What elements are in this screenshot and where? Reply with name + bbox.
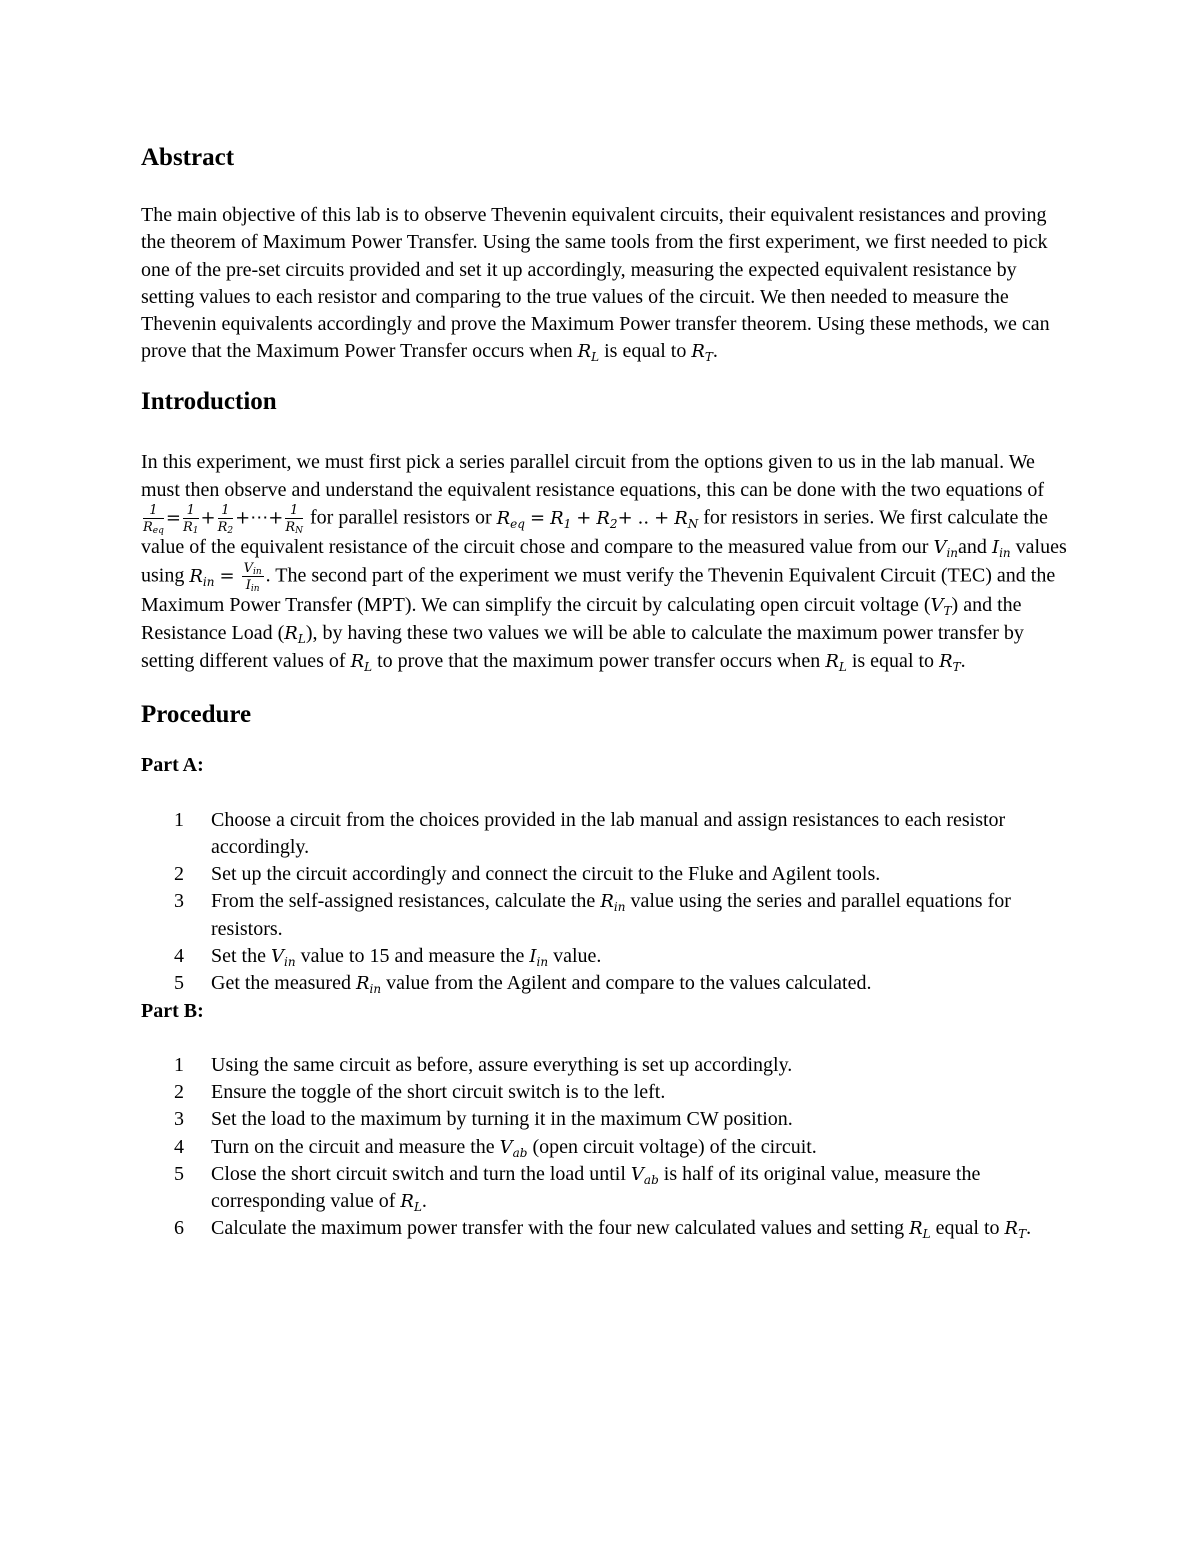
list-item: 6 Calculate the maximum power transfer with the four new calculated values and setting $R_L$ equal to $R_T$. xyxy=(174,1217,1032,1242)
list-item: 2 Ensure the toggle of the short circuit switch is to the left. xyxy=(174,1080,666,1103)
introduction-paragraph: In this experiment, we must first pick a series parallel circuit from the options given to us in the lab manual. We must then observe and understand the equivalent resistance equations, this can be done with the two equations of $\frac{1}{R_{eq}}$ = $\frac{1}{R_1}$ + $\frac{1}{R_2}$ +⋯+ $\frac{1}{R_N}$ for parallel resistors or $R_{eq} = R_1 + R_2+$ .. + $R_N$ for resistors in series. We first calculate the value of the equivalent resistance of the circuit chose and compare to the measured value from our $V_{in}and$ $I_{in}$ values using $R_{in}$ = $\frac{V_{in}}{I_{in}}$ . The second part of the experiment we must verify the Thevenin Equivalent Circuit (TEC) and the Maximum Power Transfer (MPT). We can simplify the circuit by calculating open circuit voltage $(V_T)$ and the Resistance Load $(R_L)$, by having these two values we will be able to calculate the maximum power transfer by setting different values of $R_L$ to prove that the maximum power transfer occurs when $R_L$ is equal to $R_T$. xyxy=(141,450,1067,674)
fraction-Vin-over-Iin: $\frac{V_{in}}{I_{in}}$ xyxy=(243,561,262,595)
part-a-heading: Part A: xyxy=(141,753,204,776)
fraction-1-over-R2: $\frac{1}{R_2}$ xyxy=(217,503,234,537)
fraction-1-over-R1: $\frac{1}{R_1}$ xyxy=(182,503,199,537)
part-b-heading: Part B: xyxy=(141,999,204,1022)
list-item: 1 Choose a circuit from the choices provided in the lab manual and assign resistances to each resistor accordingly. xyxy=(174,808,1006,858)
document-content xyxy=(141,143,1071,1243)
list-item: 3 From the self-assigned resistances, calculate the $R_{in}$ value using the series and parallel equations for resistors. xyxy=(174,890,1011,940)
math-RT: $R_T$ xyxy=(691,341,713,365)
abstract-paragraph: The main objective of this lab is to observe Thevenin equivalent circuits, their equivalent resistances and proving the theorem of Maximum Power Transfer. Using the same tools from the first experiment, we first needed to pick one of the pre-set circuits provided and set it up accordingly, measuring the expected equivalent resistance by setting values to each resistor and comparing to the true values of the circuit. We then needed to measure the Thevenin equivalents accordingly and prove the Maximum Power transfer theorem. Using these methods, we can prove that the Maximum Power Transfer occurs when $R_L$ is equal to $R_T$. xyxy=(141,204,1050,365)
list-item: 4 Turn on the circuit and measure the $V_{ab}$ (open circuit voltage) of the circuit. xyxy=(174,1135,817,1160)
math-RL: $R_L$ xyxy=(577,341,600,365)
list-item: 2 Set up the circuit accordingly and connect the circuit to the Fluke and Agilent tools. xyxy=(174,863,881,886)
fraction-1-over-Req: $\frac{1}{R_{eq}}$ xyxy=(143,503,164,537)
list-item: 5 Get the measured $R_{in}$ value from the Agilent and compare to the values calculated. xyxy=(174,972,872,997)
list-item: 5 Close the short circuit switch and turn the load until $V_{ab}$ is half of its original value, measure the corresponding value of $R_L$. xyxy=(174,1162,981,1215)
abstract-heading: Abstract xyxy=(141,144,235,171)
list-item: 4 Set the $V_{in}$ value to 15 and measure the $I_{in}$ value. xyxy=(174,945,602,970)
part-a-list xyxy=(141,807,1071,998)
fraction-1-over-RN: $\frac{1}{R_N}$ xyxy=(285,503,303,537)
list-item: 1 Using the same circuit as before, assure everything is set up accordingly. xyxy=(174,1053,793,1076)
part-b-list xyxy=(141,1052,1071,1243)
procedure-heading: Procedure xyxy=(141,700,252,728)
introduction-heading: Introduction xyxy=(141,387,277,415)
list-item: 3 Set the load to the maximum by turning it in the maximum CW position. xyxy=(174,1108,793,1131)
